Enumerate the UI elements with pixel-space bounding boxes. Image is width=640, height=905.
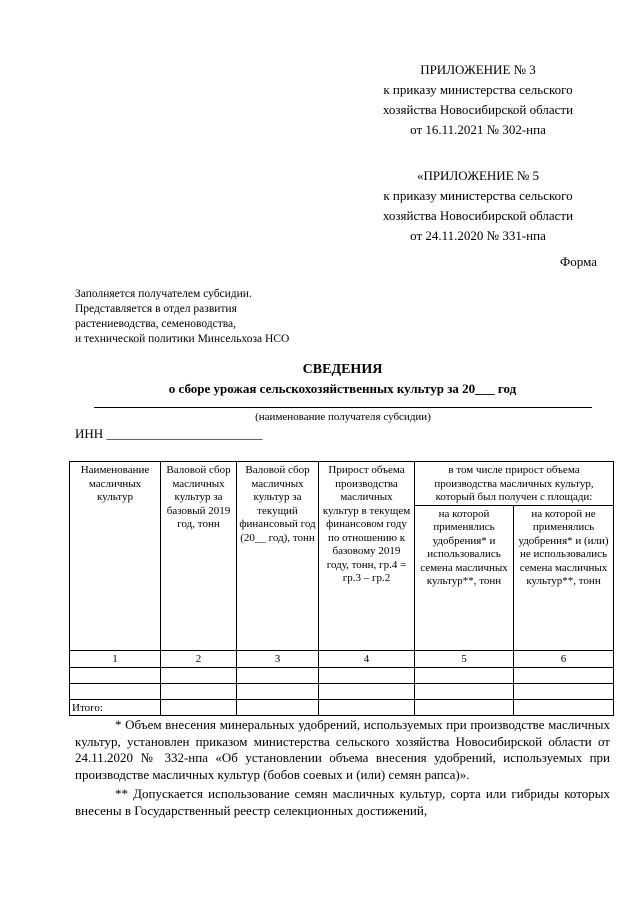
footnote-2: ** Допускается использование семян масличных культур, сорта или гибриды которых внесены в Государственный реестр селекционных достижений, [75,786,610,818]
recipient-name-line [94,404,592,408]
header-current-year: Валовой сбор масличных культур за текущий финансовый год (20__ год), тонн [237,462,319,651]
total-label: Итого: [70,699,161,716]
table-cell [415,683,514,699]
column-number: 3 [237,651,319,668]
form-label: Форма [560,254,597,269]
table-cell [514,667,614,683]
appendix-3-block [360,60,596,140]
table-number-row [70,651,614,668]
footnotes [75,717,610,819]
table-cell [319,699,415,716]
footnote-1: * Объем внесения минеральных удобрений, используемых при производстве масличных культур, установлен приказом министерства сельского хозяйства Новосибирской области от 24.11.2020 № 332-нпа «Об установлении объема внесения удобрений, используемых при производстве масличных культур (бобов соевых и (или) семян рапса)». [75,717,610,782]
table-cell [161,667,237,683]
appendix-title: «ПРИЛОЖЕНИЕ № 5 [416,168,540,183]
table-cell [161,683,237,699]
appendix-5-block [360,166,596,246]
header-base-year: Валовой сбор масличных культур за базовый 2019 год, тонн [161,462,237,651]
harvest-table [69,461,614,716]
note-line: Представляется в отдел развития [75,303,237,315]
header-group: в том числе прирост объема производства масличных культур, который был получен с площади: [415,462,614,506]
column-number: 1 [70,651,161,668]
table-cell [70,683,161,699]
appendix-line: хозяйства Новосибирской области [382,102,574,117]
table-cell [514,683,614,699]
table-cell [319,683,415,699]
column-number: 6 [514,651,614,668]
column-number: 5 [415,651,514,668]
appendix-line: к приказу министерства сельского [383,82,573,97]
document-subtitle: о сборе урожая сельскохозяйственных культур за 20___ год [168,381,517,396]
table-row [70,683,614,699]
appendix-line: от 24.11.2020 № 331-нпа [410,228,546,243]
table-row [70,667,614,683]
note-line: Заполняется получателем субсидии. [75,288,252,300]
table-cell [237,683,319,699]
submission-note [75,287,375,347]
table-cell [415,699,514,716]
note-line: и технической политики Минсельхоза НСО [75,333,290,345]
column-number: 4 [319,651,415,668]
header-without-fertilizer: на которой не применялись удобрения* и (или) не использовались семена масличных культур**, тонн [514,505,614,651]
appendix-line: хозяйства Новосибирской области [382,208,574,223]
table-cell [70,667,161,683]
recipient-caption: (наименование получателя субсидии) [255,411,431,423]
table-cell [514,699,614,716]
table-cell [319,667,415,683]
header-with-fertilizer: на которой применялись удобрения* и использовались семена масличных культур**, тонн [415,505,514,651]
column-number: 2 [161,651,237,668]
appendix-title: ПРИЛОЖЕНИЕ № 3 [420,62,536,77]
table-cell [237,699,319,716]
table-total-row [70,699,614,716]
table-cell [161,699,237,716]
table-cell [237,667,319,683]
table-header-row [70,462,614,506]
appendix-line: к приказу министерства сельского [383,188,573,203]
inn-field: ИНН ________________________ [75,426,263,441]
document-title: СВЕДЕНИЯ [302,362,383,377]
appendix-line: от 16.11.2021 № 302-нпа [410,122,546,137]
note-line: растениеводства, семеноводства, [75,318,237,330]
table-cell [415,667,514,683]
header-crop-name: Наименование масличных культур [70,462,161,651]
header-growth: Прирост объема производства масличных культур в текущем финансовом году по отношению к базовому 2019 году, тонн, гр.4 = гр.3 – гр.2 [319,462,415,651]
